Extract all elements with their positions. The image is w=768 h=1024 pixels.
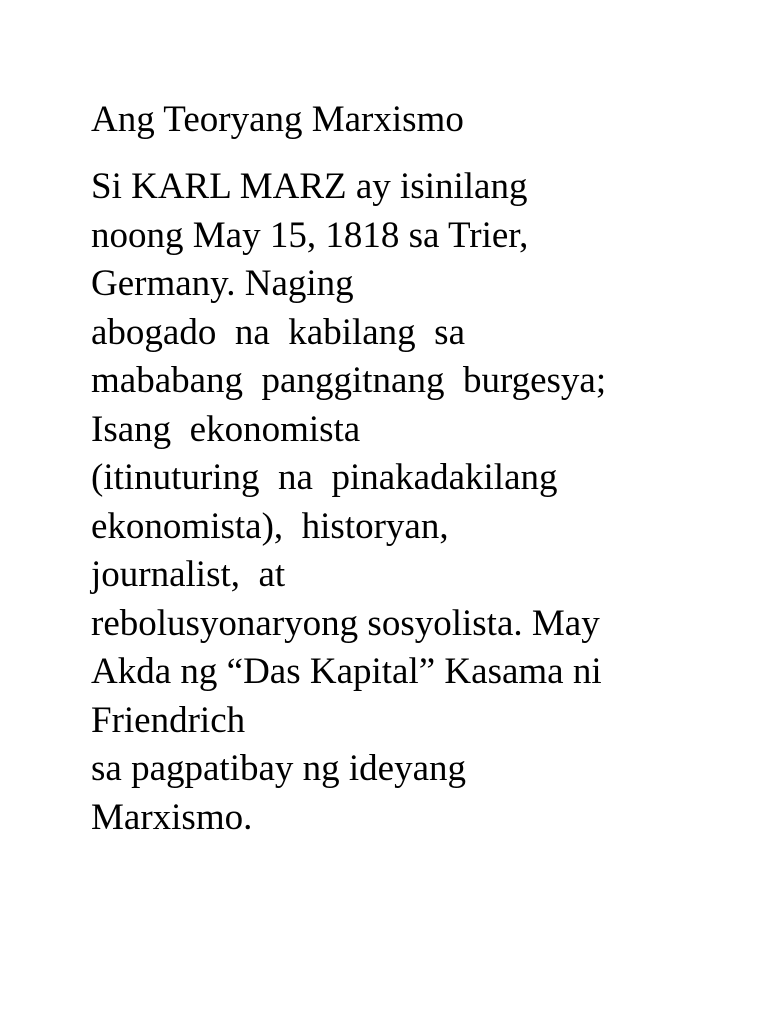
body-line: Isang ekonomista [91, 408, 361, 450]
body-line: Akda ng “Das Kapital” Kasama ni [91, 651, 602, 692]
body-line: mababang panggitnang burgesya; [91, 360, 607, 401]
document-body [91, 163, 606, 842]
body-line: ekonomista), historyan, [91, 505, 449, 547]
body-line: Marxismo. [91, 796, 253, 838]
document-title: Ang Teoryang Marxismo [91, 99, 464, 140]
body-line: noong May 15, 1818 sa Trier, [91, 214, 529, 256]
body-line: Si KARL MARZ ay isinilang [91, 166, 528, 207]
body-line: Germany. Naging [91, 263, 354, 304]
body-line: rebolusyonaryong sosyolista. May [91, 602, 600, 644]
body-line: (itinuturing na pinakadakilang [91, 457, 558, 498]
body-line: abogado na kabilang sa [91, 311, 465, 353]
body-line: Friendrich [91, 699, 246, 741]
body-line: journalist, at [91, 554, 286, 595]
body-line: sa pagpatibay ng ideyang [91, 748, 467, 789]
